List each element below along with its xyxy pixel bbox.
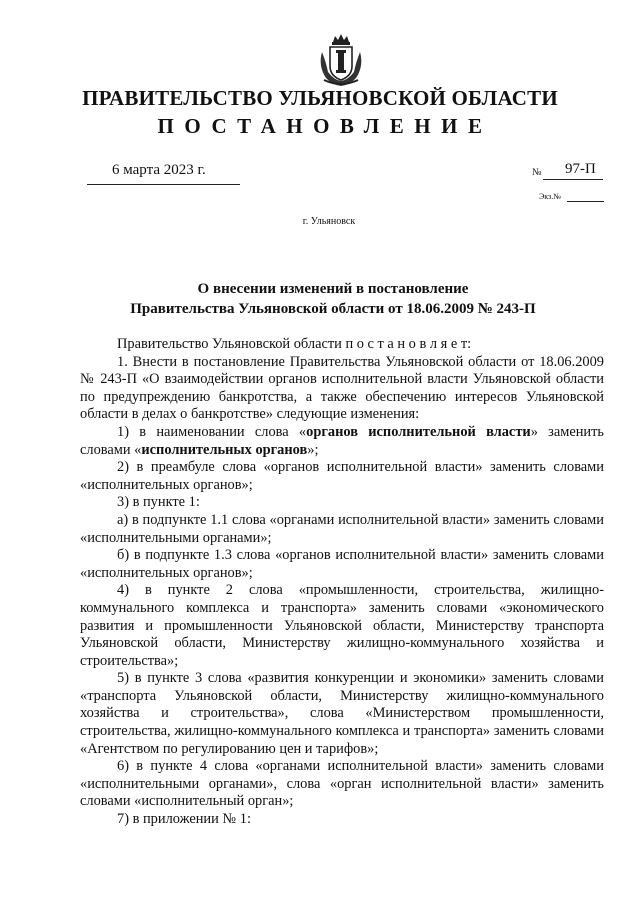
intro-paragraph: [80, 336, 604, 354]
document-subject: [0, 280, 640, 319]
government-title: ПРАВИТЕЛЬСТВО УЛЬЯНОВСКОЙ ОБЛАСТИ: [82, 86, 558, 110]
date-underline: [87, 184, 240, 185]
item-1-part-d: исполнительных органов: [141, 441, 308, 458]
item-1-part-a: 1) в наименовании слова «: [117, 423, 307, 440]
copy-number-underline: [567, 201, 604, 202]
intro-decree: п о с т а н о в л я е т:: [345, 336, 472, 352]
coat-of-arms-icon: [316, 32, 366, 88]
subject-line-1: О внесении изменений в постановление: [197, 281, 469, 297]
item-3: 3) в пункте 1:: [117, 494, 200, 511]
number-underline: [543, 179, 603, 180]
item-1-part-c: » заменить словами «: [80, 423, 604, 458]
item-3a: а) в подпункте 1.1 слова «органами исполнительной власти» заменить словами «исполнительными органами»;: [80, 511, 604, 546]
number-label: №: [532, 167, 542, 178]
item-1-part-e: »;: [307, 441, 319, 458]
item-7: 7) в приложении № 1:: [117, 811, 251, 828]
document-type: ПОСТАНОВЛЕНИЕ: [157, 114, 493, 138]
item-1: [80, 424, 604, 459]
document-number: 97-П: [565, 161, 596, 177]
subject-line-2: Правительства Ульяновской области от 18.06.2009 № 243-П: [130, 300, 536, 317]
document-date: 6 марта 2023 г.: [112, 162, 206, 178]
item-1-part-b: органов исполнительной власти: [306, 423, 531, 440]
document-body: [80, 336, 604, 829]
issue-city: г. Ульяновск: [302, 216, 356, 227]
paragraph-1: 1. Внести в постановление Правительства Ульяновской области от 18.06.2009 № 243-П «О взаимодействии органов исполнительной власти Ульяновской области по предупреждению банкротства, а также обеспечению интересов Ульяновской области в делах о банкротстве» следующие изменения:: [80, 353, 604, 423]
item-4: 4) в пункте 2 слова «промышленности, строительства, жилищно-коммунального комплекса и транспорта» заменить словами «экономического развития и промышленности Ульяновской области, Министерству транспорта Ульяновской области, Министерству жилищно-коммунального хозяйства и строительства»;: [80, 582, 604, 669]
item-6: 6) в пункте 4 слова «органами исполнительной власти» заменить словами «исполнительными органами», слова «орган исполнительной власти» заменить словами «исполнительный орган»;: [80, 758, 604, 810]
item-2: 2) в преамбуле слова «органов исполнительной власти» заменить словами «исполнительных органов»;: [80, 459, 604, 493]
item-5: 5) в пункте 3 слова «развития конкуренции и экономики» заменить словами «транспорта Ульяновской области, Министерству жилищно-коммунального хозяйства и строительства», слова «Министерством промышленности, строительства, жилищно-коммунального комплекса и транспорта» заменить словами «Агентством по регулированию цен и тарифов»;: [80, 670, 604, 757]
intro-prefix: Правительство Ульяновской области: [117, 336, 346, 352]
item-3b: б) в подпункте 1.3 слова «органов исполнительной власти» заменить словами «исполнительных органов»;: [80, 547, 604, 581]
copy-number-label: Экз.№: [539, 192, 561, 201]
